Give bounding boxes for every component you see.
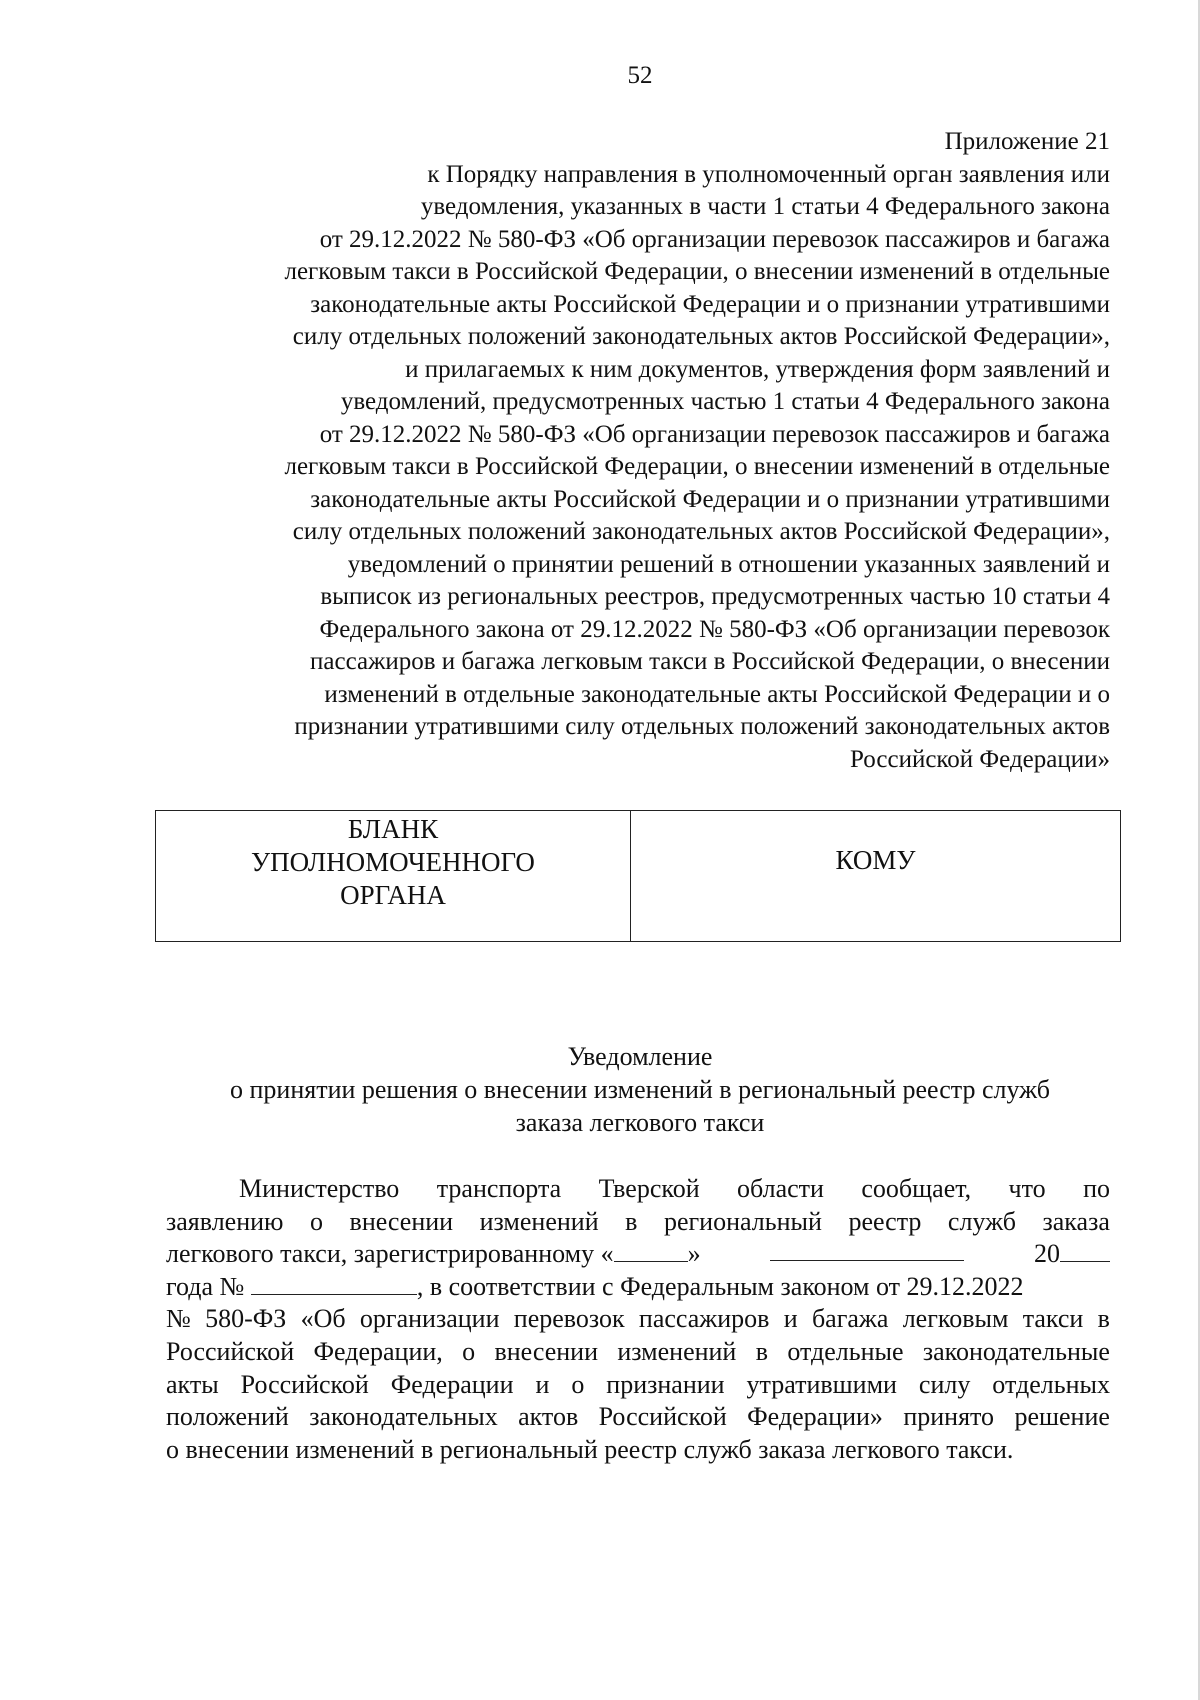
body-line bbox=[166, 1303, 1110, 1336]
word: в bbox=[625, 1206, 638, 1236]
year-blank-field[interactable] bbox=[1060, 1239, 1110, 1262]
appendix-line: от 29.12.2022 № 580-ФЗ «Об организации перевозок пассажиров и багажа bbox=[319, 420, 1110, 448]
appendix-line: силу отдельных положений законодательных актов Российской Федерации», bbox=[292, 323, 1110, 350]
appendix-line: силу отдельных положений законодательных актов Российской Федерации», bbox=[292, 518, 1110, 545]
page-number: 52 bbox=[627, 62, 653, 89]
recipient-cell bbox=[631, 811, 1121, 942]
word: принято bbox=[903, 1402, 995, 1432]
word: и bbox=[783, 1304, 798, 1334]
word: силу bbox=[918, 1369, 971, 1399]
letterhead-line: УПОЛНОМОЧЕННОГО bbox=[251, 847, 535, 877]
day-blank-field[interactable] bbox=[614, 1239, 688, 1262]
year-fragment bbox=[1034, 1238, 1110, 1271]
body-line bbox=[166, 1206, 1110, 1239]
word: Федерации bbox=[390, 1369, 514, 1399]
letterhead-line: ОРГАНА bbox=[340, 880, 446, 910]
word: утратившими bbox=[746, 1369, 897, 1399]
word: и bbox=[535, 1369, 550, 1399]
word: в bbox=[755, 1336, 768, 1366]
body-text-fragment: о внесении изменений в региональный реестр служб заказа легкового такси. bbox=[166, 1434, 1014, 1464]
word: положений bbox=[166, 1402, 289, 1432]
word: легковым bbox=[902, 1304, 1009, 1334]
body-line bbox=[166, 1173, 1110, 1206]
word: Федерации» bbox=[747, 1402, 883, 1432]
word: Федерации, bbox=[313, 1336, 443, 1366]
letterhead-line: БЛАНК bbox=[347, 814, 439, 844]
appendix-line: законодательные акты Российской Федерации и о признании утратившими bbox=[310, 485, 1110, 513]
word: перевозок bbox=[513, 1304, 625, 1334]
word: отдельные bbox=[787, 1336, 904, 1366]
word: «Об bbox=[300, 1304, 346, 1334]
word: законодательных bbox=[309, 1402, 498, 1432]
word: что bbox=[1008, 1174, 1046, 1203]
registration-number-fragment bbox=[166, 1271, 1024, 1304]
body-text-fragment: 20 bbox=[1034, 1239, 1060, 1269]
word: багажа bbox=[811, 1304, 889, 1334]
word: Российской bbox=[166, 1336, 295, 1366]
word: сообщает, bbox=[861, 1174, 972, 1203]
word: транспорта bbox=[436, 1174, 562, 1203]
body-line bbox=[166, 1271, 1110, 1304]
word: отдельных bbox=[992, 1369, 1110, 1399]
month-blank-field[interactable] bbox=[770, 1238, 964, 1261]
notice-title: Уведомление bbox=[567, 1042, 713, 1071]
notice-body bbox=[166, 1173, 1110, 1466]
word: такси bbox=[1022, 1304, 1084, 1334]
word: о bbox=[462, 1336, 476, 1366]
notice-subtitle: о принятии решения о внесении изменений в региональный реестр служб bbox=[230, 1075, 1050, 1104]
word: реестр bbox=[848, 1206, 922, 1236]
word: внесении bbox=[494, 1336, 598, 1366]
word: служб bbox=[947, 1206, 1016, 1236]
appendix-line: уведомлений, предусмотренных частью 1 статьи 4 Федерального закона bbox=[340, 388, 1110, 415]
word: признании bbox=[606, 1369, 725, 1399]
appendix-line: от 29.12.2022 № 580-ФЗ «Об организации перевозок пассажиров и багажа bbox=[319, 225, 1110, 253]
body-line bbox=[166, 1238, 1110, 1271]
word: заказа bbox=[1042, 1206, 1110, 1236]
appendix-line: законодательные акты Российской Федерации и о признании утратившими bbox=[310, 290, 1110, 318]
body-text-fragment: , в соответствии с Федеральным законом от 29.12.2022 bbox=[416, 1271, 1024, 1301]
appendix-line: признании утратившими силу отдельных положений законодательных актов bbox=[294, 713, 1110, 740]
word: решение bbox=[1014, 1402, 1110, 1432]
word: пассажиров bbox=[638, 1304, 770, 1334]
appendix-line: выписок из региональных реестров, предусмотренных частью 10 статьи 4 bbox=[320, 583, 1110, 610]
word: 580-ФЗ bbox=[205, 1304, 287, 1334]
body-text-fragment: года № bbox=[166, 1271, 245, 1301]
appendix-header bbox=[150, 126, 1110, 776]
appendix-line: уведомлений о принятии решений в отношении указанных заявлений и bbox=[347, 550, 1110, 578]
word: актов bbox=[518, 1402, 579, 1432]
word: законодательные bbox=[922, 1336, 1110, 1366]
body-line bbox=[166, 1336, 1110, 1369]
word: внесении bbox=[349, 1206, 454, 1236]
word: Российской bbox=[240, 1369, 369, 1399]
notice-subtitle: заказа легкового такси bbox=[515, 1108, 765, 1137]
word: области bbox=[737, 1174, 824, 1203]
word: о bbox=[571, 1369, 585, 1399]
word: Тверской bbox=[598, 1174, 700, 1203]
appendix-line: уведомления, указанных в части 1 статьи 4 Федерального закона bbox=[420, 193, 1110, 220]
appendix-line: легковым такси в Российской Федерации, о внесении изменений в отдельные bbox=[284, 453, 1110, 480]
word: № bbox=[166, 1304, 191, 1334]
appendix-line: изменений в отдельные законодательные акты Российской Федерации и о bbox=[324, 680, 1110, 708]
appendix-line: и прилагаемых к ним документов, утверждения форм заявлений и bbox=[405, 355, 1110, 383]
word: изменений bbox=[617, 1336, 737, 1366]
word: по bbox=[1083, 1174, 1110, 1203]
notice-title-block bbox=[150, 1040, 1130, 1139]
authority-letterhead-cell bbox=[156, 811, 631, 942]
appendix-line: к Порядку направления в уполномоченный орган заявления или bbox=[427, 160, 1110, 188]
appendix-line: Приложение 21 bbox=[944, 128, 1110, 155]
letterhead-table bbox=[155, 810, 1121, 942]
number-blank-field[interactable] bbox=[251, 1272, 417, 1295]
recipient-label: КОМУ bbox=[835, 845, 916, 875]
registration-date-fragment bbox=[166, 1238, 701, 1271]
appendix-line: Российской Федерации» bbox=[849, 745, 1110, 773]
word: в bbox=[1097, 1304, 1110, 1334]
body-line bbox=[166, 1369, 1110, 1402]
appendix-line: Федерального закона от 29.12.2022 № 580-ФЗ «Об организации перевозок bbox=[319, 615, 1110, 643]
body-text-fragment: легкового такси, зарегистрированному « bbox=[166, 1239, 614, 1269]
body-line bbox=[166, 1434, 1110, 1467]
word: изменений bbox=[479, 1206, 599, 1236]
appendix-line: легковым такси в Российской Федерации, о внесении изменений в отдельные bbox=[284, 258, 1110, 285]
word: региональный bbox=[663, 1206, 822, 1236]
word: Министерство bbox=[239, 1174, 400, 1203]
body-text-fragment: » bbox=[687, 1239, 701, 1269]
word: организации bbox=[359, 1304, 500, 1334]
word: о bbox=[310, 1206, 324, 1236]
body-line bbox=[166, 1401, 1110, 1434]
word: заявлению bbox=[166, 1206, 284, 1236]
appendix-line: пассажиров и багажа легковым такси в Российской Федерации, о внесении bbox=[310, 648, 1110, 675]
word: акты bbox=[166, 1369, 219, 1399]
word: Российской bbox=[598, 1402, 727, 1432]
